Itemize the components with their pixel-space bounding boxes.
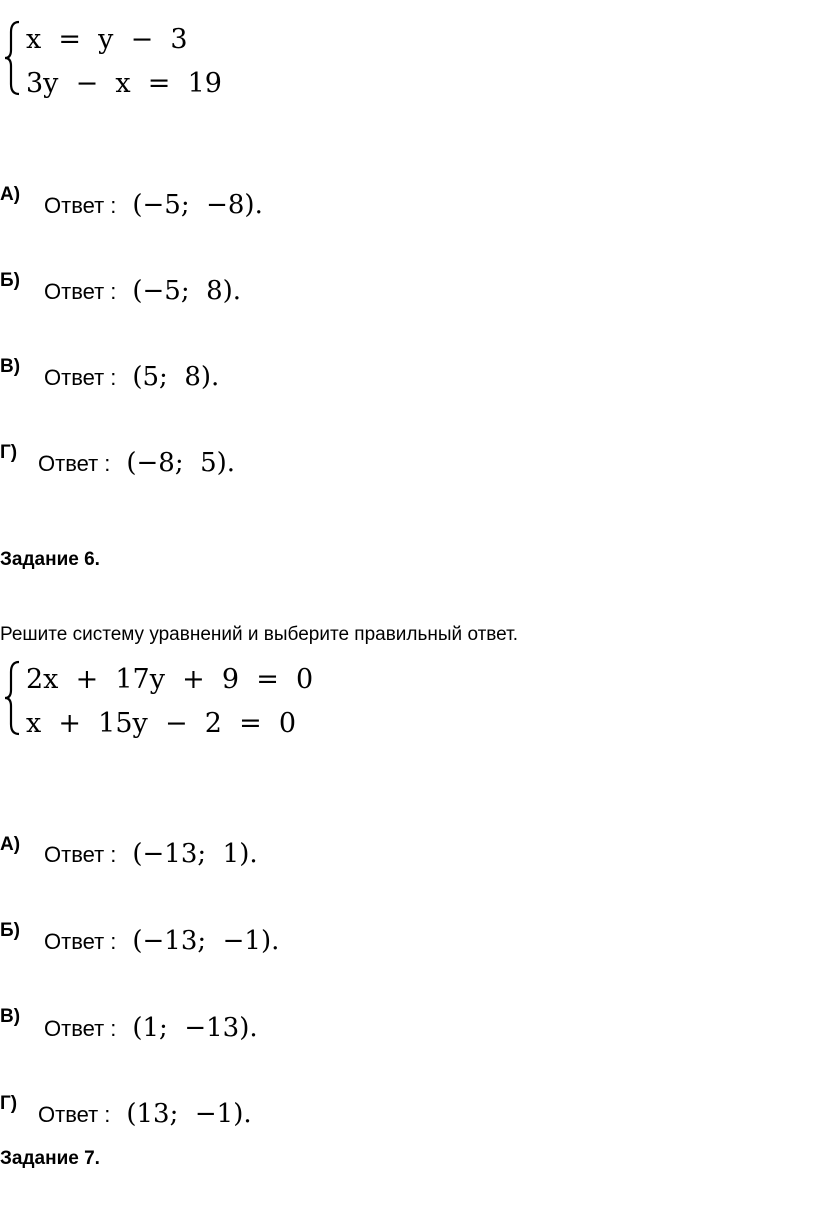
answer-value: (−13; 1). xyxy=(132,839,258,869)
answer-label: Ответ xyxy=(44,842,105,867)
answer-option-g xyxy=(30,415,235,483)
answer-value: (−13; −1). xyxy=(132,926,280,956)
answer-option-a xyxy=(36,806,258,874)
answer-option-a xyxy=(36,157,263,225)
answer-label: Ответ xyxy=(44,193,105,218)
option-letter-a: А) xyxy=(0,834,21,855)
answer-label: Ответ xyxy=(44,279,105,304)
answer-colon: : xyxy=(104,451,111,476)
answer-option-v xyxy=(36,980,258,1048)
answer-option-b xyxy=(36,893,279,961)
answer-value: (5; 8). xyxy=(132,362,220,392)
answer-option-v xyxy=(36,329,219,397)
answer-colon: : xyxy=(110,365,117,390)
answer-value: (13; −1). xyxy=(126,1099,252,1129)
task-6-title: Задание 6. xyxy=(0,549,100,570)
equation-line-2: 3y − x = 19 xyxy=(26,68,222,99)
option-letter-a: А) xyxy=(0,184,21,205)
answer-colon: : xyxy=(104,1102,111,1127)
answer-value: (−8; 5). xyxy=(126,448,236,478)
answer-label: Ответ xyxy=(44,1016,105,1041)
answer-label: Ответ xyxy=(44,929,105,954)
equation-line-1: x = y − 3 xyxy=(26,24,188,55)
option-letter-v: В) xyxy=(0,1006,21,1027)
curly-brace-icon xyxy=(4,660,22,736)
option-letter-b: Б) xyxy=(0,920,20,941)
answer-option-g xyxy=(30,1066,252,1134)
curly-brace-icon xyxy=(4,20,22,96)
answer-colon: : xyxy=(110,929,117,954)
answer-value: (−5; 8). xyxy=(132,276,242,306)
task-6-instruction: Решите систему уравнений и выберите правильный ответ. xyxy=(0,624,518,645)
option-letter-g: Г) xyxy=(0,1093,18,1114)
answer-label: Ответ xyxy=(38,451,99,476)
answer-value: (1; −13). xyxy=(132,1013,258,1043)
answer-label: Ответ xyxy=(38,1102,99,1127)
option-letter-g: Г) xyxy=(0,442,18,463)
answer-colon: : xyxy=(110,193,117,218)
answer-label: Ответ xyxy=(44,365,105,390)
task-7-title: Задание 7. xyxy=(0,1148,100,1169)
equation-line-1: 2x + 17y + 9 = 0 xyxy=(26,664,314,695)
answer-colon: : xyxy=(110,1016,117,1041)
equation-line-2: x + 15y − 2 = 0 xyxy=(26,708,297,739)
answer-colon: : xyxy=(110,279,117,304)
option-letter-b: Б) xyxy=(0,270,20,291)
answer-colon: : xyxy=(110,842,117,867)
option-letter-v: В) xyxy=(0,356,21,377)
answer-value: (−5; −8). xyxy=(132,190,263,220)
answer-option-b xyxy=(36,243,241,311)
